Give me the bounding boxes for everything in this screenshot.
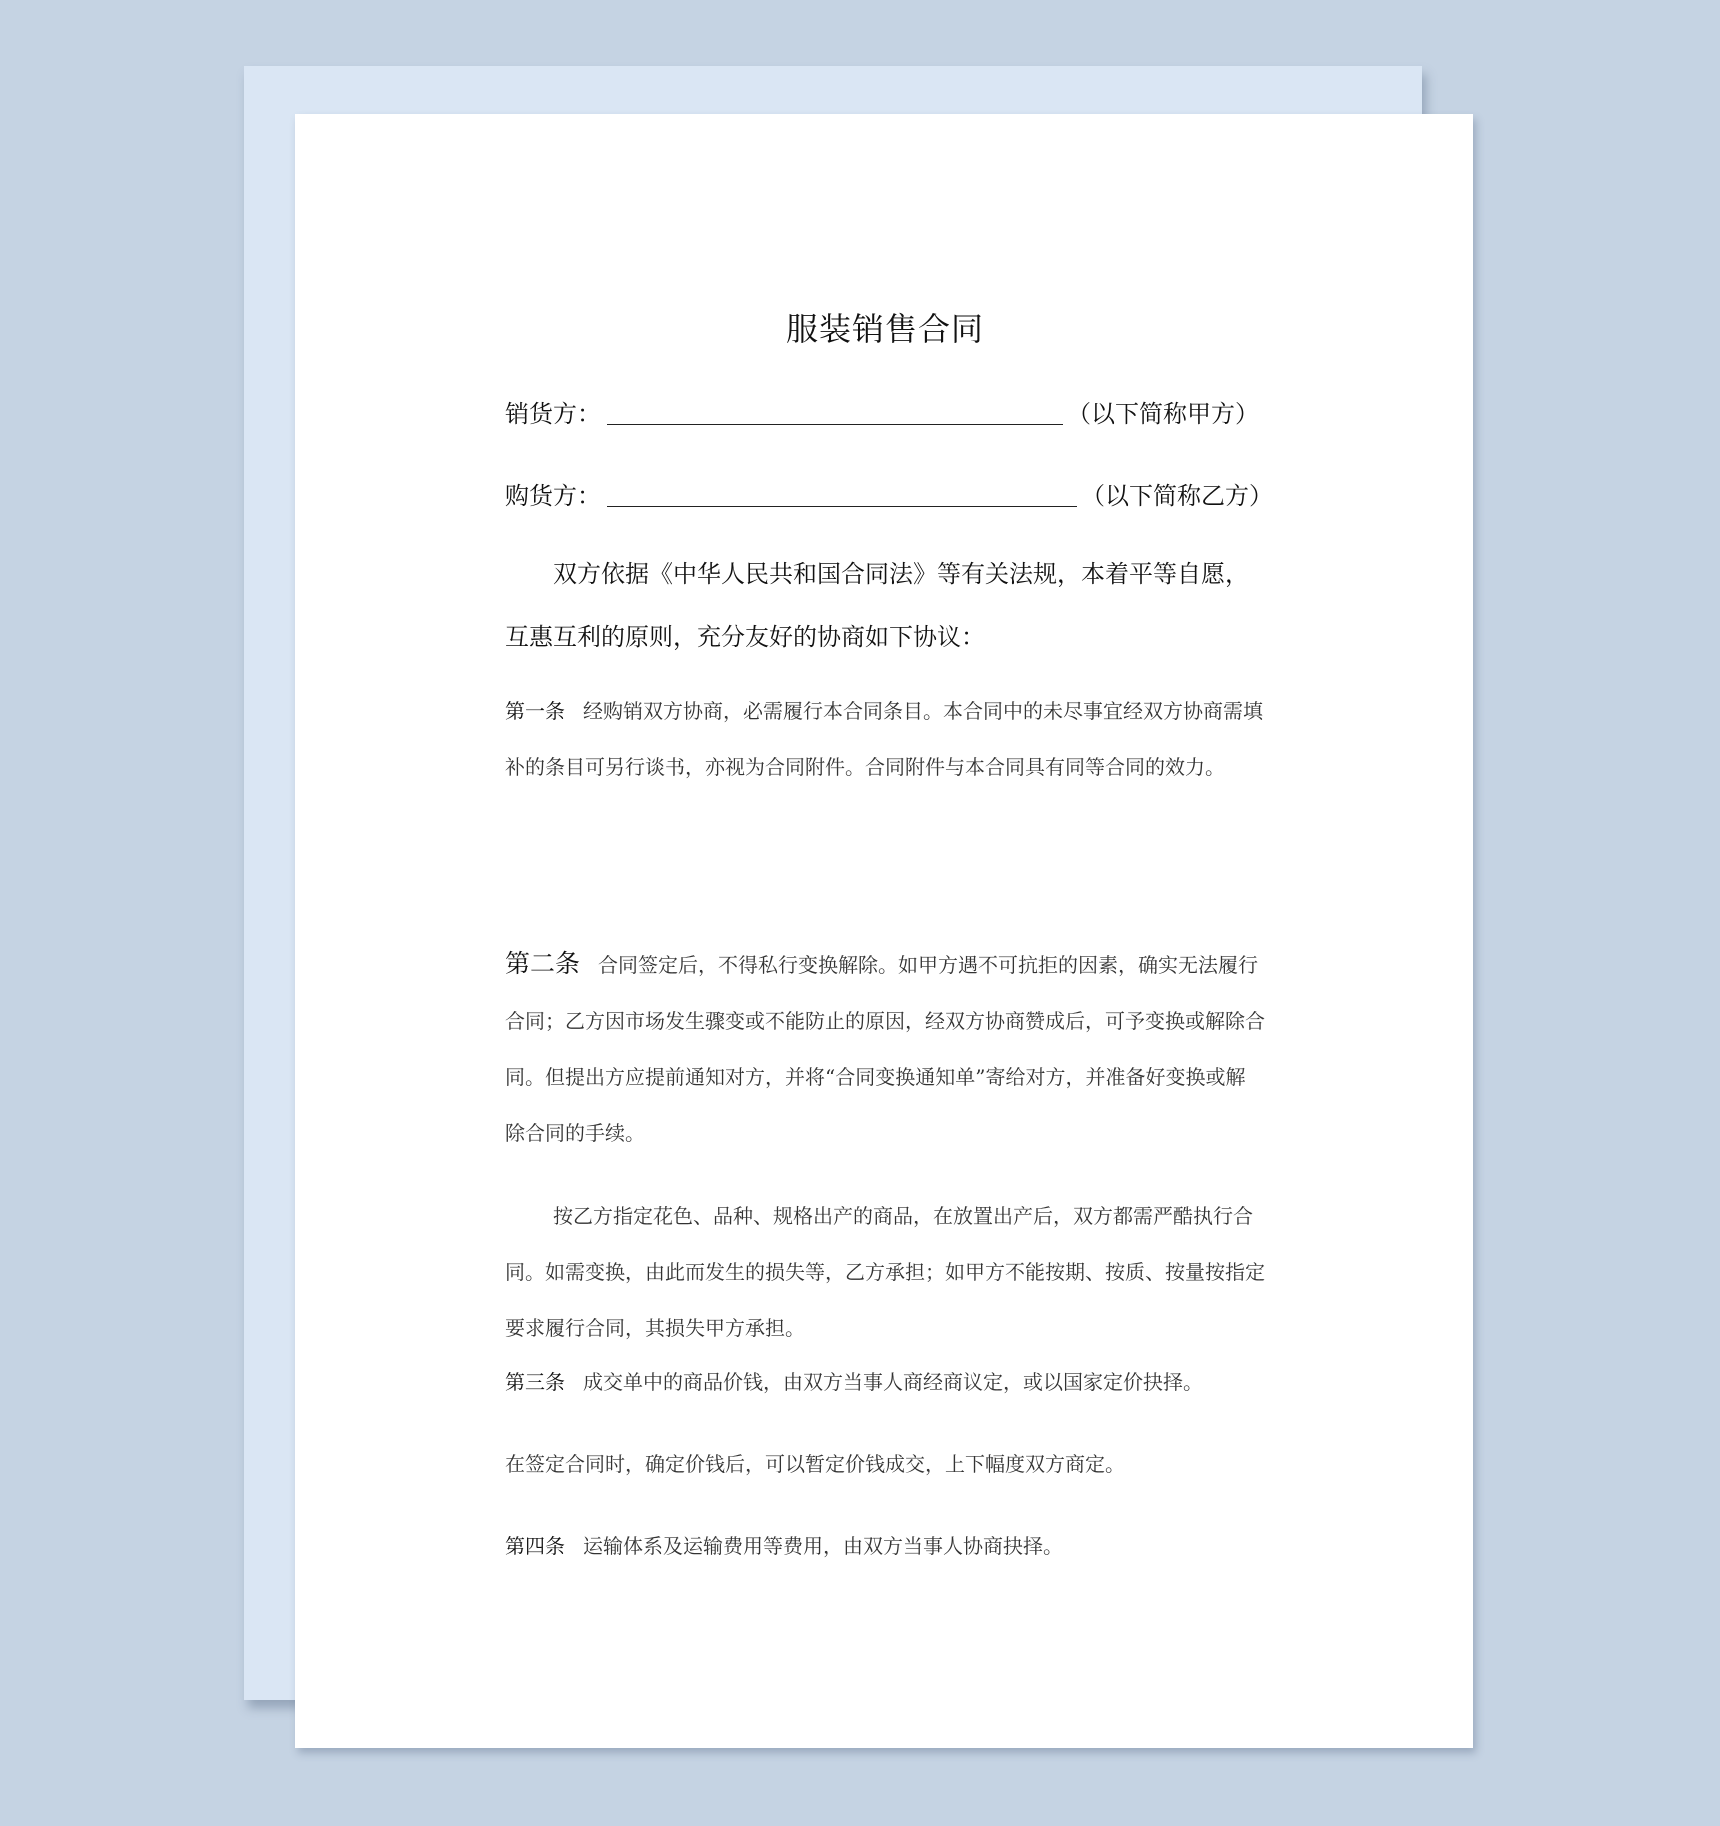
contract-page xyxy=(295,114,1473,1748)
article-4-text: 运输体系及运输费用等费用，由双方当事人协商抉择。 xyxy=(583,1534,1063,1558)
seller-name-blank[interactable] xyxy=(607,402,1063,425)
article-4-label: 第四条 xyxy=(505,1534,565,1558)
article-3-continuation xyxy=(505,1436,1265,1492)
article-4 xyxy=(505,1518,1265,1574)
article-1-text: 经购销双方协商，必需履行本合同条目。本合同中的未尽事宜经双方协商需填补的条目可另行谈书，亦视为合同附件。合同附件与本合同具有同等合同的效力。 xyxy=(505,699,1263,779)
article-2-label: 第二条 xyxy=(505,949,581,978)
seller-line xyxy=(505,394,1259,429)
seller-suffix: （以下简称甲方） xyxy=(1067,400,1259,428)
seller-label: 销货方： xyxy=(505,400,601,428)
article-3-label: 第三条 xyxy=(505,1370,565,1394)
article-1 xyxy=(505,683,1265,795)
article-2-continuation-text: 按乙方指定花色、品种、规格出产的商品，在放置出产后，双方都需严酷执行合同。如需变换，由此而发生的损失等，乙方承担；如甲方不能按期、按质、按量按指定要求履行合同，其损失甲方承担。 xyxy=(505,1204,1265,1340)
article-2-continuation xyxy=(505,1188,1265,1356)
article-1-label: 第一条 xyxy=(505,699,565,723)
article-2 xyxy=(505,936,1265,1161)
buyer-suffix: （以下简称乙方） xyxy=(1081,482,1273,510)
article-2-text: 合同签定后，不得私行变换解除。如甲方遇不可抗拒的因素，确实无法履行合同；乙方因市场发生骤变或不能防止的原因，经双方协商赞成后，可予变换或解除合同。但提出方应提前通知对方，并将“合同变换通知单”寄给对方，并准备好变换或解除合同的手续。 xyxy=(505,953,1265,1145)
buyer-label: 购货方： xyxy=(505,482,601,510)
buyer-line xyxy=(505,476,1273,511)
article-3-text: 成交单中的商品价钱，由双方当事人商经商议定，或以国家定价抉择。 xyxy=(583,1370,1203,1394)
intro-paragraph: 双方依据《中华人民共和国合同法》等有关法规，本着平等自愿，互惠互利的原则，充分友好的协商如下协议： xyxy=(505,560,1249,651)
buyer-name-blank[interactable] xyxy=(607,484,1077,507)
article-3 xyxy=(505,1354,1265,1410)
article-3-continuation-text: 在签定合同时，确定价钱后，可以暂定价钱成交，上下幅度双方商定。 xyxy=(505,1452,1125,1476)
page-title: 服装销售合同 xyxy=(785,310,984,348)
